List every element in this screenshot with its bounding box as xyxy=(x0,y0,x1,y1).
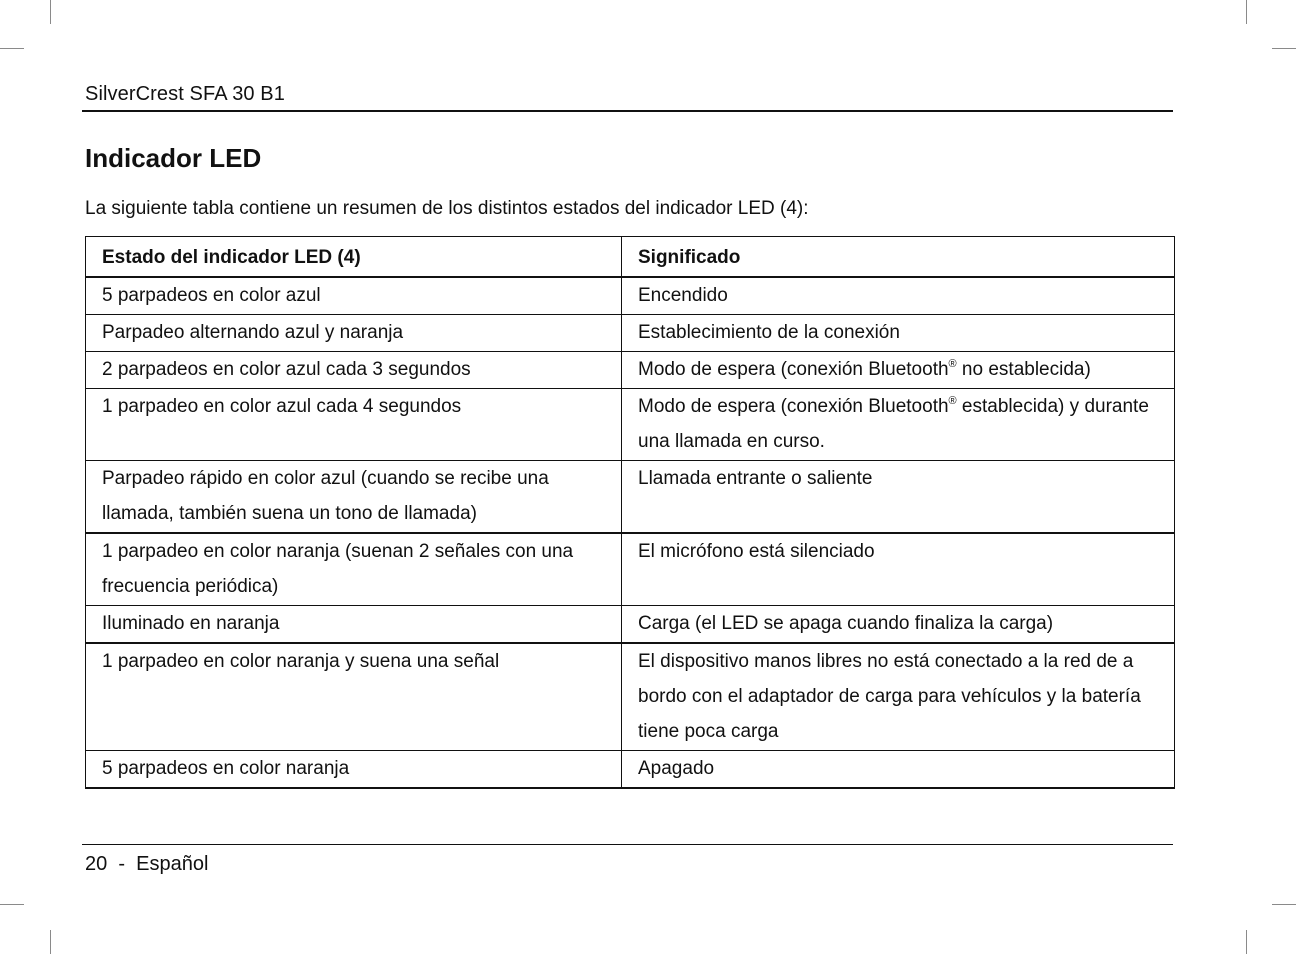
page-footer xyxy=(85,851,208,877)
crop-mark-top-right-horizontal xyxy=(1272,48,1296,49)
running-header: SilverCrest SFA 30 B1 xyxy=(85,83,285,105)
intro-paragraph: La siguiente tabla contiene un resumen de los distintos estados del indicador LED (4): xyxy=(85,198,809,219)
section-title: Indicador LED xyxy=(85,143,262,173)
table-row xyxy=(86,643,1175,751)
meaning-cell xyxy=(622,389,1175,461)
crop-mark-top-right xyxy=(1246,0,1247,24)
table-row xyxy=(86,315,1175,352)
meaning-text-after-mark: establecida) y durante una llamada en curso. xyxy=(638,396,1149,452)
meaning-cell: Encendido xyxy=(622,277,1175,315)
meaning-cell xyxy=(622,352,1175,389)
column-header-meaning: Significado xyxy=(622,237,1175,278)
led-state-cell: Parpadeo rápido en color azul (cuando se recibe una llamada, también suena un tono de llamada) xyxy=(86,461,622,534)
led-state-cell: Iluminado en naranja xyxy=(86,606,622,644)
footer-rule xyxy=(82,844,1173,845)
table-row xyxy=(86,352,1175,389)
table-header-row xyxy=(86,237,1175,278)
crop-mark-top-left xyxy=(50,0,51,24)
table-row xyxy=(86,461,1175,534)
meaning-text-before-mark: Modo de espera (conexión Bluetooth xyxy=(638,359,949,380)
registered-trademark-mark: ® xyxy=(948,395,957,407)
led-status-table xyxy=(85,236,1175,789)
meaning-text-after-mark: no establecida) xyxy=(956,359,1091,380)
meaning-cell: Establecimiento de la conexión xyxy=(622,315,1175,352)
led-state-cell: Parpadeo alternando azul y naranja xyxy=(86,315,622,352)
page-number: 20 xyxy=(85,853,108,875)
crop-mark-bottom-right xyxy=(1246,930,1247,954)
footer-language: Español xyxy=(136,853,209,875)
led-state-cell: 5 parpadeos en color naranja xyxy=(86,751,622,789)
table-row xyxy=(86,606,1175,644)
crop-mark-bottom-left-horizontal xyxy=(0,904,24,905)
meaning-cell: Apagado xyxy=(622,751,1175,789)
table-row xyxy=(86,277,1175,315)
meaning-cell: Llamada entrante o saliente xyxy=(622,461,1175,534)
led-state-cell: 1 parpadeo en color naranja (suenan 2 señales con una frecuencia periódica) xyxy=(86,533,622,606)
crop-mark-top-left-horizontal xyxy=(0,48,24,49)
registered-trademark-mark: ® xyxy=(948,358,957,370)
led-state-cell: 1 parpadeo en color azul cada 4 segundos xyxy=(86,389,622,461)
meaning-cell: Carga (el LED se apaga cuando finaliza la carga) xyxy=(622,606,1175,644)
led-state-cell: 5 parpadeos en color azul xyxy=(86,277,622,315)
meaning-cell: El micrófono está silenciado xyxy=(622,533,1175,606)
footer-separator: - xyxy=(107,853,137,875)
table-row xyxy=(86,751,1175,789)
table-row xyxy=(86,533,1175,606)
meaning-cell: El dispositivo manos libres no está conectado a la red de a bordo con el adaptador de carga para vehículos y la batería tiene poca carga xyxy=(622,643,1175,751)
crop-mark-bottom-right-horizontal xyxy=(1272,904,1296,905)
crop-mark-bottom-left xyxy=(50,930,51,954)
led-state-cell: 2 parpadeos en color azul cada 3 segundos xyxy=(86,352,622,389)
table-row xyxy=(86,389,1175,461)
led-state-cell: 1 parpadeo en color naranja y suena una señal xyxy=(86,643,622,751)
header-rule xyxy=(82,110,1173,112)
column-header-state: Estado del indicador LED (4) xyxy=(86,237,622,278)
meaning-text-before-mark: Modo de espera (conexión Bluetooth xyxy=(638,396,949,417)
